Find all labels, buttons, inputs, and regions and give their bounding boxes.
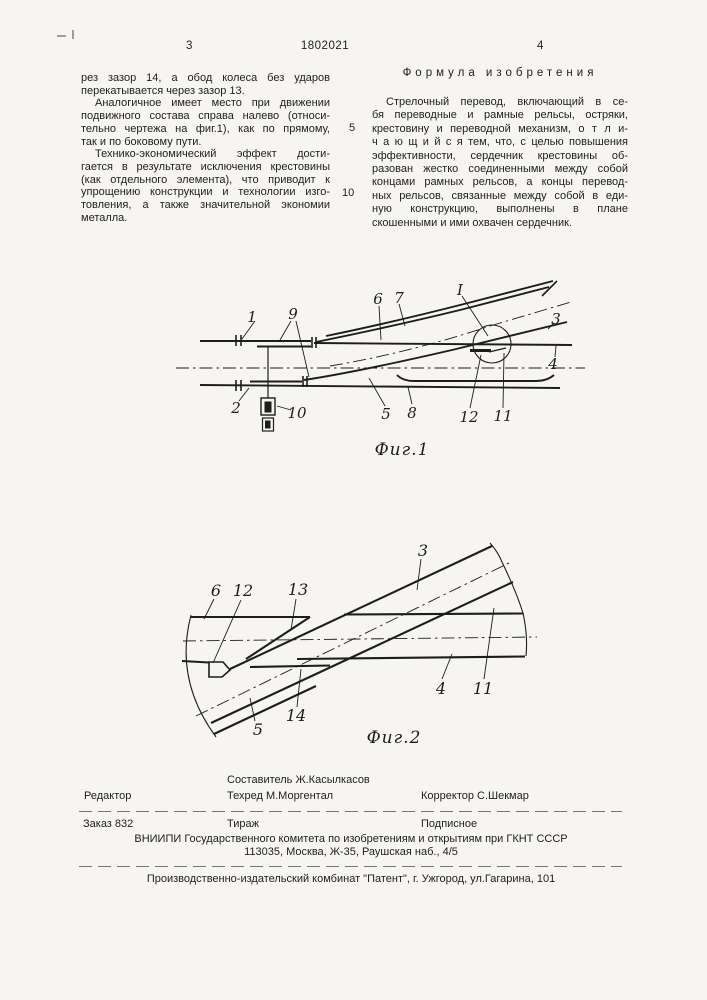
fig2-caption: Фиг.2 bbox=[366, 728, 422, 748]
text-line: гается в результате исключения крестовины bbox=[81, 160, 330, 173]
fig1-caption: Фиг.1 bbox=[374, 440, 430, 460]
imprint-techred: Техред М.Моргентал bbox=[227, 790, 334, 802]
imprint-editor: Редактор bbox=[84, 790, 132, 802]
fig1-label-1: 1 bbox=[247, 308, 257, 326]
page-number-right: 4 bbox=[537, 40, 544, 52]
imprint-publisher: Производственно-издательский комбинат "Патент", г. Ужгород, ул.Гагарина, 101 bbox=[146, 873, 556, 885]
scan-artifact bbox=[72, 30, 74, 39]
text-line: так и по боковому пути. bbox=[81, 135, 202, 148]
fig1-label-10: 10 bbox=[287, 404, 307, 422]
text-line: Технико-экономический эффект дости- bbox=[95, 148, 330, 161]
text-line: ч а ю щ и й с я тем, что, с целью повышения bbox=[372, 136, 628, 149]
figure-1-switch-plan bbox=[160, 253, 610, 468]
fig2-label-4: 4 bbox=[435, 679, 447, 698]
text-line: тельно чертежа на фиг.1), как по прямому, bbox=[81, 122, 330, 135]
text-line: упрощению конструкции и технологии изго- bbox=[81, 186, 330, 199]
fig1-label-6: 6 bbox=[373, 290, 383, 308]
fig1-label-8: 8 bbox=[407, 404, 417, 422]
text-line: эффективности, сердечник крестовины об- bbox=[372, 149, 628, 162]
scan-artifact bbox=[57, 35, 66, 37]
text-line: скошенными и ими охвачен сердечник. bbox=[372, 216, 572, 229]
fig1-label-5: 5 bbox=[381, 405, 391, 423]
margin-line-number-10: 10 bbox=[342, 187, 355, 199]
imprint-corrector: Корректор С.Шекмар bbox=[421, 790, 529, 802]
fig1-label-7: 7 bbox=[394, 289, 404, 307]
imprint-order: Заказ 832 bbox=[83, 818, 134, 830]
fig1-label-4: 4 bbox=[548, 355, 558, 373]
imprint-org-line1: ВНИИПИ Государственного комитета по изобретениям и открытиям при ГКНТ СССР bbox=[134, 833, 568, 845]
fig2-label-5: 5 bbox=[252, 720, 264, 739]
right-text-column bbox=[372, 96, 628, 230]
text-line: Стрелочный перевод, включающий в се- bbox=[386, 96, 628, 108]
imprint-org-line2: 113035, Москва, Ж-35, Раушская наб., 4/5 bbox=[244, 846, 458, 858]
fig1-label-3: 3 bbox=[551, 310, 561, 328]
left-text-column bbox=[81, 72, 330, 224]
patent-number: 1802021 bbox=[300, 40, 350, 52]
fig1-label-12: 12 bbox=[459, 408, 479, 426]
margin-line-number-5: 5 bbox=[349, 122, 356, 134]
fig2-label-3: 3 bbox=[417, 541, 429, 560]
fig1-label-9: 9 bbox=[288, 305, 298, 323]
figure-2-frog-detail bbox=[150, 530, 620, 760]
text-line: Аналогичное имеет место при движении bbox=[95, 97, 330, 110]
text-line: (как отдельного элемента), что приводит к bbox=[81, 173, 330, 186]
text-line: подвижного состава справа налево (относи- bbox=[81, 110, 330, 123]
page-number-left: 3 bbox=[186, 40, 193, 52]
fig2-label-13: 13 bbox=[287, 580, 309, 599]
imprint-tirage: Тираж bbox=[227, 818, 259, 830]
text-line: ных рельсов, связанные между собой в еди- bbox=[372, 189, 628, 202]
fig2-label-12: 12 bbox=[232, 581, 254, 600]
text-line: разован жестко соединенными между собой bbox=[372, 163, 628, 176]
fig2-label-6: 6 bbox=[210, 581, 222, 600]
imprint-divider bbox=[79, 866, 622, 867]
imprint-compiler: Составитель Ж.Касылкасов bbox=[227, 774, 370, 786]
text-line: металла. bbox=[81, 211, 128, 224]
text-line: крестовину и переводной механизм, о т л и- bbox=[372, 122, 628, 135]
fig1-label-2: 2 bbox=[231, 399, 241, 417]
text-line: перекатывается через зазор 13. bbox=[81, 84, 245, 97]
fig1-label-I: I bbox=[457, 281, 463, 299]
claims-heading: Формула изобретения bbox=[402, 67, 598, 79]
fig1-label-11: 11 bbox=[493, 407, 513, 425]
imprint-divider bbox=[79, 811, 622, 812]
text-line: товления, а также значительной экономии bbox=[81, 199, 330, 212]
imprint-subscription: Подписное bbox=[421, 818, 478, 830]
text-line: бя переводные и рамные рельсы, остряки, bbox=[372, 109, 628, 122]
text-line: ную конструкцию, выполнены в плане bbox=[372, 203, 628, 216]
fig2-label-11: 11 bbox=[472, 679, 494, 698]
text-line: рез зазор 14, а обод колеса без ударов bbox=[81, 72, 330, 84]
fig2-label-14: 14 bbox=[285, 706, 307, 725]
text-line: концами рамных рельсов, а концы перевод- bbox=[372, 176, 628, 189]
